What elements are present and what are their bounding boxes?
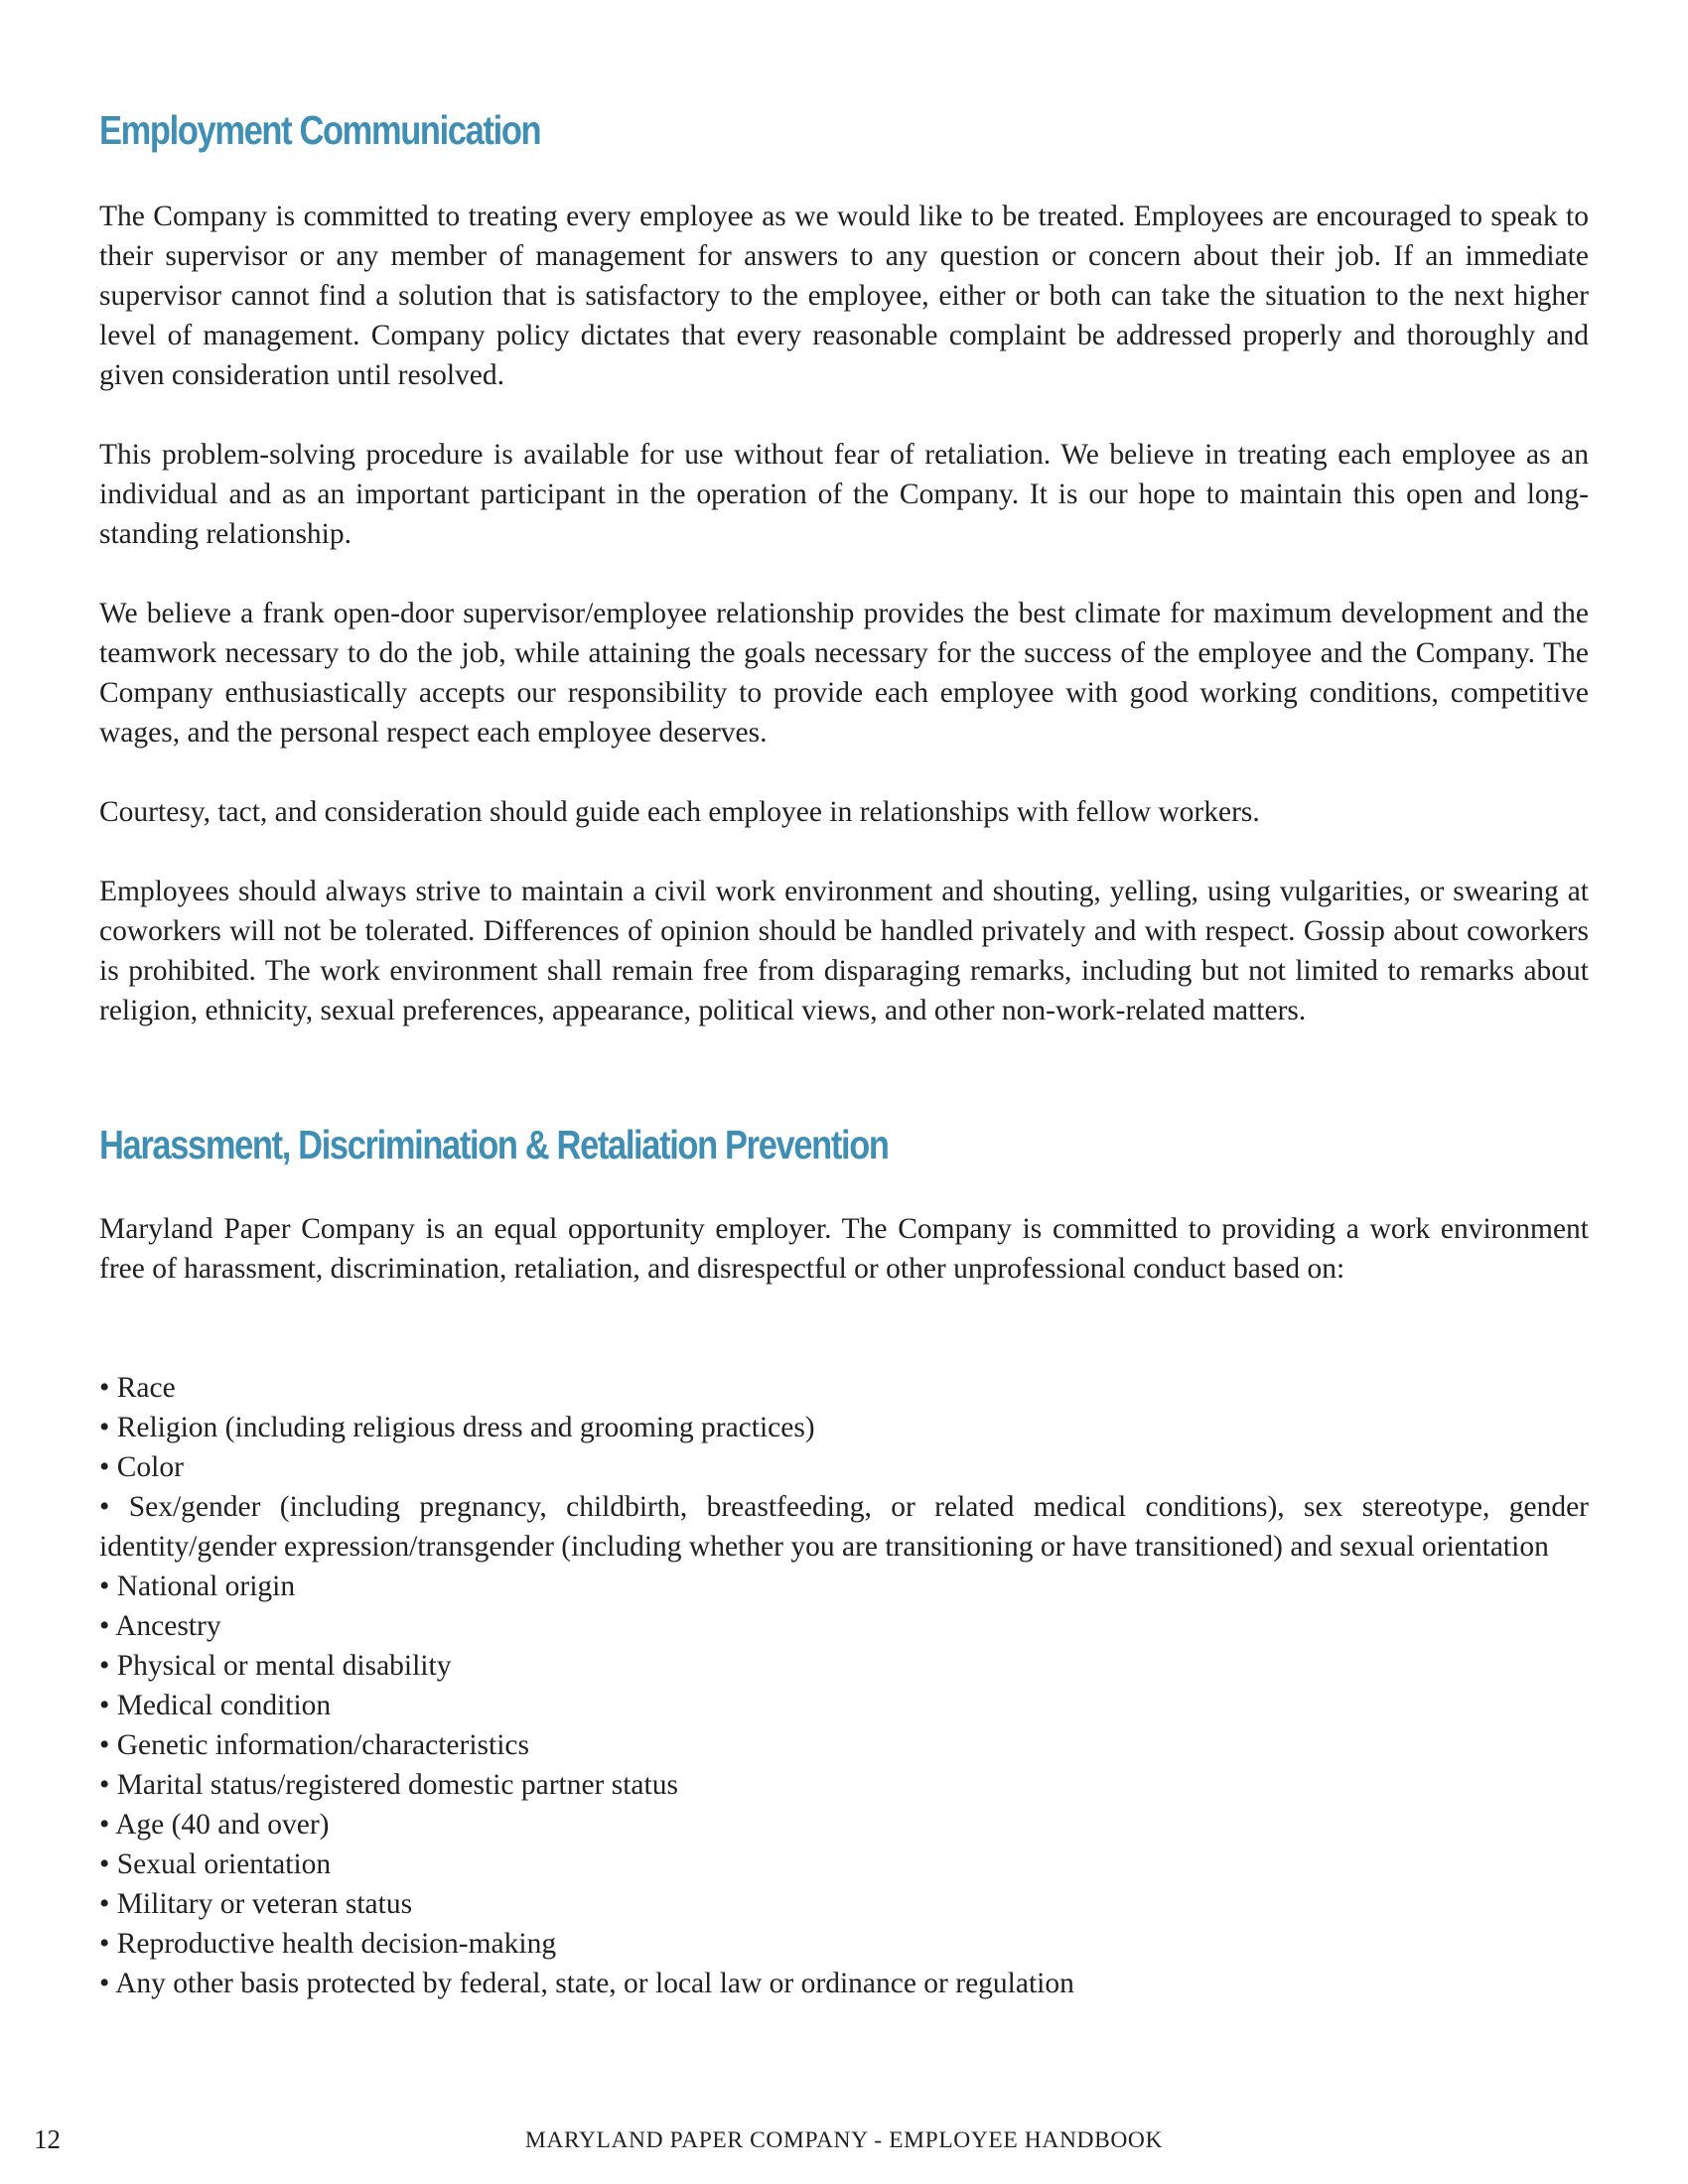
section-heading-harassment-prevention: Harassment, Discrimination & Retaliation Prevention bbox=[99, 1122, 889, 1167]
paragraph: Employees should always strive to maintain a civil work environment and shouting, yelling, using vulgarities, or swearing at coworkers will not be tolerated. Differences of opinion should be handled privately and with respect. Gossip about coworkers is prohibited. The work environment shall remain free from disparaging remarks, including but not limited to remarks about religion, ethnicity, sexual preferences, appearance, political views, and other non-work-related matters. bbox=[99, 876, 1589, 1026]
paragraph: The Company is committed to treating every employee as we would like to be treated. Employees are encouraged to speak to their supervisor or any member of management for answers to any question or concern about their job. If an immediate supervisor cannot find a solution that is satisfactory to the employee, either or both can take the situation to the next higher level of management. Company policy dictates that every reasonable complaint be addressed properly and thoroughly and given consideration until resolved. bbox=[99, 201, 1589, 391]
list-item: • Race bbox=[99, 1372, 176, 1404]
list-item: • Any other basis protected by federal, state, or local law or ordinance or regulation bbox=[99, 1968, 1074, 1999]
paragraph: This problem-solving procedure is available for use without fear of retaliation. We believe in treating each employee as an individual and as an important participant in the operation of the Company. It is our hope to maintain this open and long-standing relationship. bbox=[99, 439, 1589, 550]
list-item: • Sexual orientation bbox=[99, 1848, 332, 1880]
page-footer bbox=[0, 2124, 1688, 2160]
list-item: • Military or veteran status bbox=[99, 1888, 413, 1920]
list-item: • Reproductive health decision-making bbox=[99, 1928, 557, 1960]
paragraph-intro: Maryland Paper Company is an equal opportunity employer. The Company is committed to providing a work environment free of harassment, discrimination, retaliation, and disrespectful or other unprofessional conduct based on: bbox=[99, 1213, 1589, 1285]
paragraph: We believe a frank open-door supervisor/employee relationship provides the best climate for maximum development and the teamwork necessary to do the job, while attaining the goals necessary for the success of the employee and the Company. The Company enthusiastically accepts our responsibility to provide each employee with good working conditions, competitive wages, and the personal respect each employee deserves. bbox=[99, 598, 1589, 749]
page-number: 12 bbox=[34, 2124, 61, 2154]
paragraph: Courtesy, tact, and consideration should guide each employee in relationships with fellow workers. bbox=[99, 796, 1260, 828]
list-item: • Ancestry bbox=[99, 1610, 221, 1642]
footer-title: MARYLAND PAPER COMPANY - EMPLOYEE HANDBOOK bbox=[524, 2127, 1164, 2153]
list-item: • Sex/gender (including pregnancy, childbirth, breastfeeding, or related medical conditions), sex stereotype, gender identity/gender expression/transgender (including whether you are transitioning or have transitioned) and sexual orientation bbox=[99, 1491, 1589, 1563]
protected-classes-list bbox=[99, 1368, 1589, 2003]
list-item: • Marital status/registered domestic partner status bbox=[99, 1769, 678, 1801]
list-item: • Religion (including religious dress and grooming practices) bbox=[99, 1412, 815, 1443]
section-heading-employment-communication: Employment Communication bbox=[99, 107, 541, 153]
list-item: • Medical condition bbox=[99, 1690, 332, 1721]
list-item: • Physical or mental disability bbox=[99, 1650, 452, 1682]
list-item: • National origin bbox=[99, 1570, 296, 1602]
list-item: • Age (40 and over) bbox=[99, 1809, 330, 1841]
list-item: • Color bbox=[99, 1451, 184, 1483]
list-item: • Genetic information/characteristics bbox=[99, 1729, 529, 1761]
